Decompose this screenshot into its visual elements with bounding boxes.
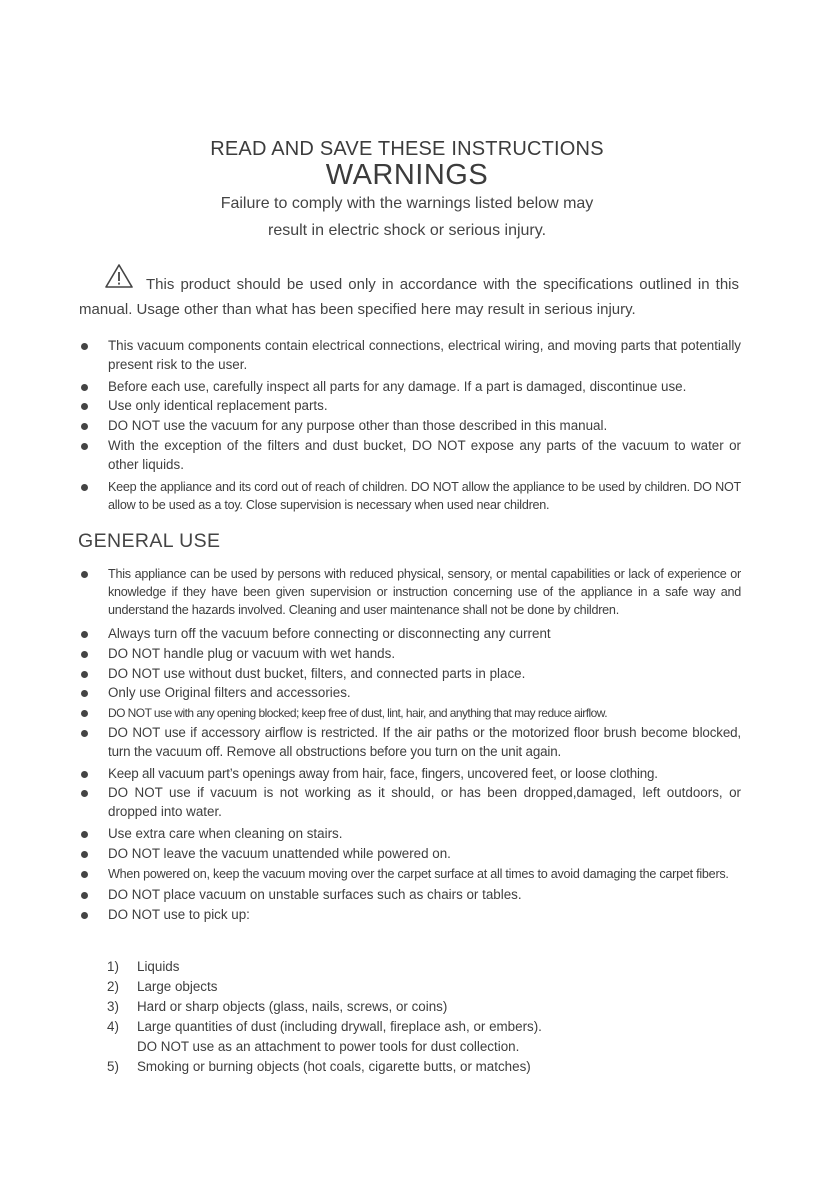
intro-paragraph: This product should be used only in accordance with the specifications outlined in this manual. Usage other than what has been specified here may result in serious injury. xyxy=(79,276,739,318)
list-item: When powered on, keep the vacuum moving over the carpet surface at all times to avoid damaging the carpet fibers. xyxy=(79,865,741,884)
bullet-dot xyxy=(81,571,88,578)
bullet-dot xyxy=(81,343,88,350)
pickup-item: 3) Hard or sharp objects (glass, nails, screws, or coins) xyxy=(107,999,448,1014)
bullet-dot xyxy=(81,871,88,878)
bullet-dot xyxy=(81,690,88,697)
pickup-item: 5) Smoking or burning objects (hot coals, cigarette butts, or matches) xyxy=(107,1059,531,1074)
warning-line-2: result in electric shock or serious injury. xyxy=(267,222,547,239)
bullet-dot xyxy=(81,403,88,410)
list-item: DO NOT use if vacuum is not working as it should, or has been dropped,damaged, left outdoors, or dropped into water. xyxy=(79,784,741,822)
list-item: DO NOT use if accessory airflow is restricted. If the air paths or the motorized floor brush become blocked, turn the vacuum off. Remove all obstructions before you turn on the unit again. xyxy=(79,724,741,762)
bullet-dot xyxy=(81,892,88,899)
list-item: DO NOT use the vacuum for any purpose other than those described in this manual. xyxy=(79,417,741,436)
list-item: This appliance can be used by persons with reduced physical, sensory, or mental capabilities or lack of experience or knowledge if they have been given supervision or instruction concerning use of the appliance in a safe way and understand the hazards involved. Cleaning and user maintenance shall not be done by children. xyxy=(79,565,741,619)
warnings-list xyxy=(79,337,741,515)
bullet-dot xyxy=(81,484,88,491)
list-item: With the exception of the filters and dust bucket, DO NOT expose any parts of the vacuum to water or other liquids. xyxy=(79,437,741,475)
bullet-dot xyxy=(81,651,88,658)
general-use-list xyxy=(79,565,741,925)
bullet-dot xyxy=(81,851,88,858)
pickup-item: 2) Large objects xyxy=(107,979,218,994)
list-item: This vacuum components contain electrical connections, electrical wiring, and moving parts that potentially present risk to the user. xyxy=(79,337,741,375)
list-item: Only use Original filters and accessories. xyxy=(79,684,741,703)
bullet-dot xyxy=(81,443,88,450)
bullet-dot xyxy=(81,671,88,678)
list-item: Keep all vacuum part’s openings away from hair, face, fingers, uncovered feet, or loose clothing. xyxy=(79,765,741,784)
bullet-dot xyxy=(81,710,88,717)
pickup-item: 1) Liquids xyxy=(107,959,180,974)
general-use-heading: GENERAL USE xyxy=(78,530,221,552)
pickup-item-note: DO NOT use as an attachment to power tools for dust collection. xyxy=(137,1039,520,1054)
pickup-item: 4) Large quantities of dust (including drywall, fireplace ash, or embers). xyxy=(107,1019,542,1034)
list-item: DO NOT use with any opening blocked; keep free of dust, lint, hair, and anything that may reduce airflow. xyxy=(79,704,741,723)
list-item: DO NOT use without dust bucket, filters, and connected parts in place. xyxy=(79,665,741,684)
bullet-dot xyxy=(81,790,88,797)
warning-line-1: Failure to comply with the warnings listed below may xyxy=(220,195,594,212)
list-item: Use only identical replacement parts. xyxy=(79,397,741,416)
bullet-dot xyxy=(81,730,88,737)
list-item: Keep the appliance and its cord out of reach of children. DO NOT allow the appliance to be used by children. DO NOT allow to be used as a toy. Close supervision is necessary when used near children. xyxy=(79,478,741,516)
list-item: DO NOT leave the vacuum unattended while powered on. xyxy=(79,845,741,864)
list-item: Always turn off the vacuum before connecting or disconnecting any current xyxy=(79,625,741,644)
bullet-dot xyxy=(81,831,88,838)
list-item: Before each use, carefully inspect all parts for any damage. If a part is damaged, discontinue use. xyxy=(79,378,741,397)
list-item: DO NOT use to pick up: xyxy=(79,906,741,925)
bullet-dot xyxy=(81,912,88,919)
warnings-heading: WARNINGS xyxy=(325,159,489,191)
bullet-dot xyxy=(81,771,88,778)
instructions-heading: READ AND SAVE THESE INSTRUCTIONS xyxy=(210,138,604,160)
list-item: DO NOT handle plug or vacuum with wet hands. xyxy=(79,645,741,664)
list-item: Use extra care when cleaning on stairs. xyxy=(79,825,741,844)
bullet-dot xyxy=(81,384,88,391)
list-item: DO NOT place vacuum on unstable surfaces such as chairs or tables. xyxy=(79,886,741,905)
bullet-dot xyxy=(81,631,88,638)
bullet-dot xyxy=(81,423,88,430)
